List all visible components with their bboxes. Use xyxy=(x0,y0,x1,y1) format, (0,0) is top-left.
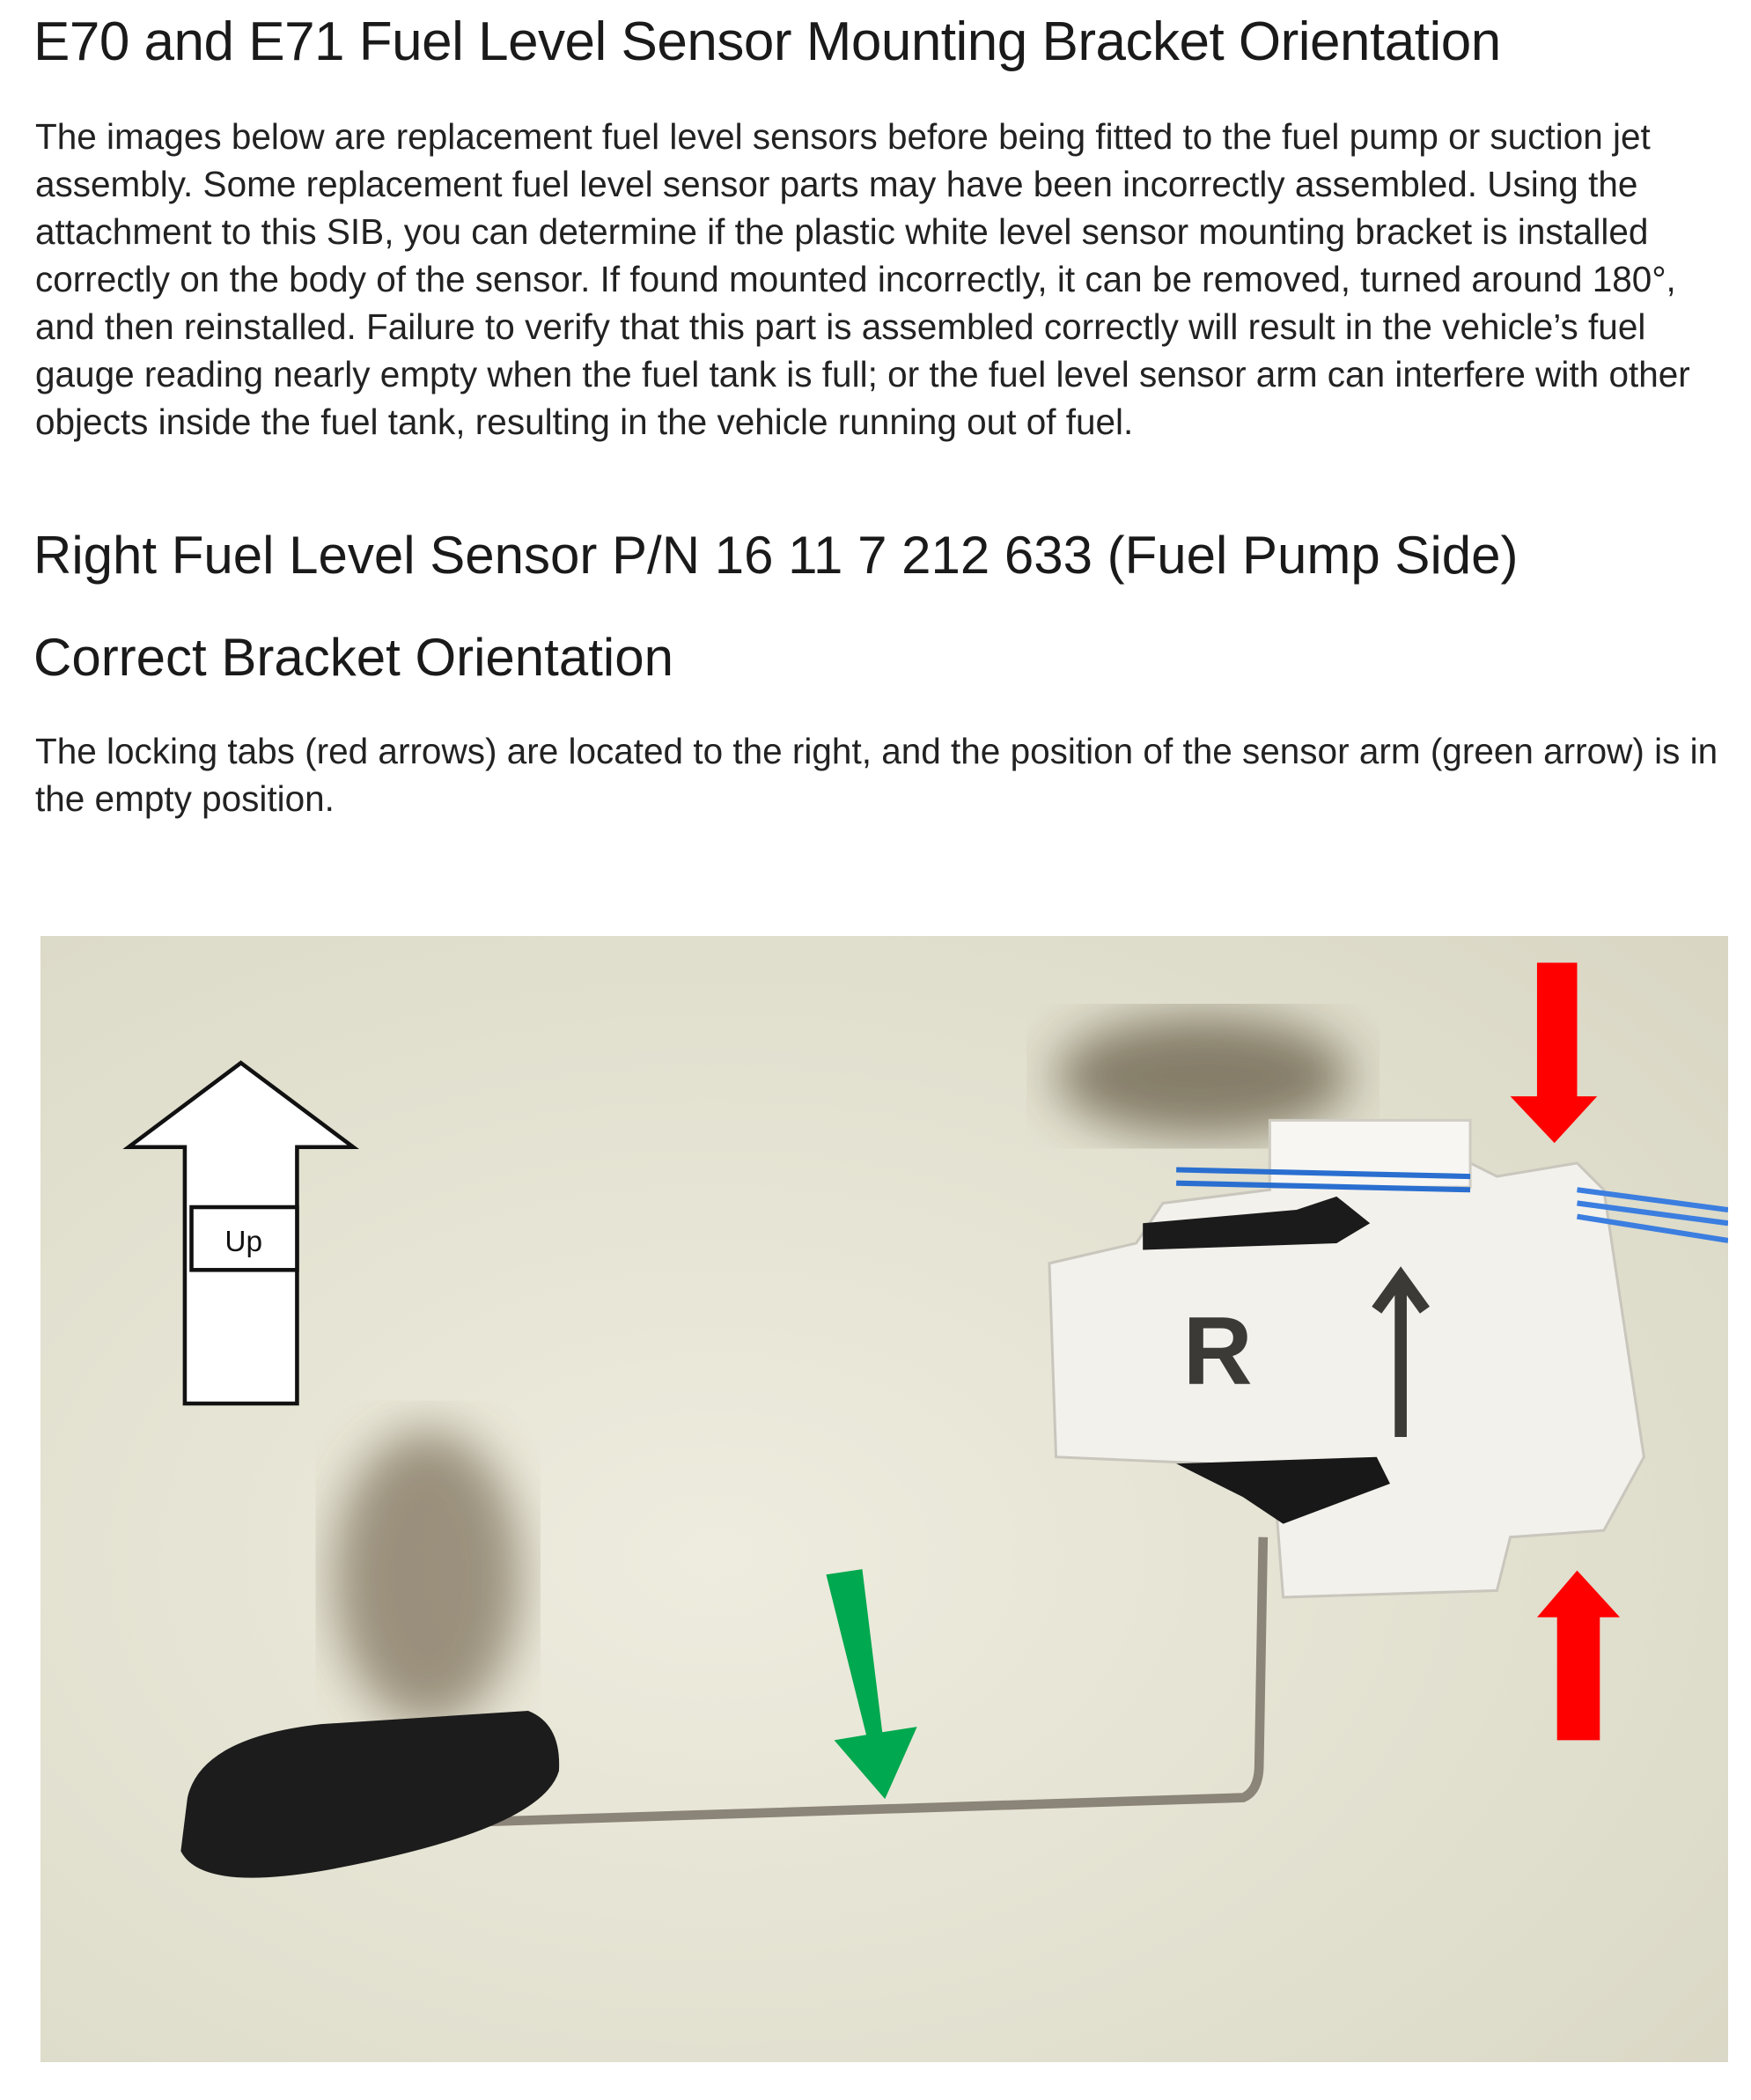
document-title: E70 and E71 Fuel Level Sensor Mounting Bracket Orientation xyxy=(33,11,1501,72)
sensor-shadow xyxy=(1056,1016,1350,1137)
section-heading: Right Fuel Level Sensor P/N 16 11 7 212 633 (Fuel Pump Side) xyxy=(33,526,1519,585)
sensor-photo xyxy=(40,936,1728,2062)
subsection-heading: Correct Bracket Orientation xyxy=(33,628,673,687)
up-label: Up xyxy=(224,1226,263,1259)
intro-paragraph: The images below are replacement fuel level sensors before being fitted to the fuel pump or suction jet assembly. Some replacement fuel level sensor parts may have been incorrectly assembled. Using the attachment to this SIB, you can determine if the plastic white level sensor mounting bracket is installed correctly on the body of the sensor. If found mounted incorrectly, it can be removed, turned around 180°, and then reinstalled. Failure to verify that this part is assembled correctly will result in the vehicle’s fuel gauge reading nearly empty when the fuel tank is full; or the fuel level sensor arm can interfere with other objects inside the fuel tank, resulting in the vehicle running out of fuel. xyxy=(35,116,1690,442)
float-shadow xyxy=(335,1430,521,1724)
sensor-marking: R xyxy=(1182,1297,1253,1405)
caption-paragraph: The locking tabs (red arrows) are located to the right, and the position of the sensor arm (green arrow) is in the empty position. xyxy=(35,731,1718,819)
